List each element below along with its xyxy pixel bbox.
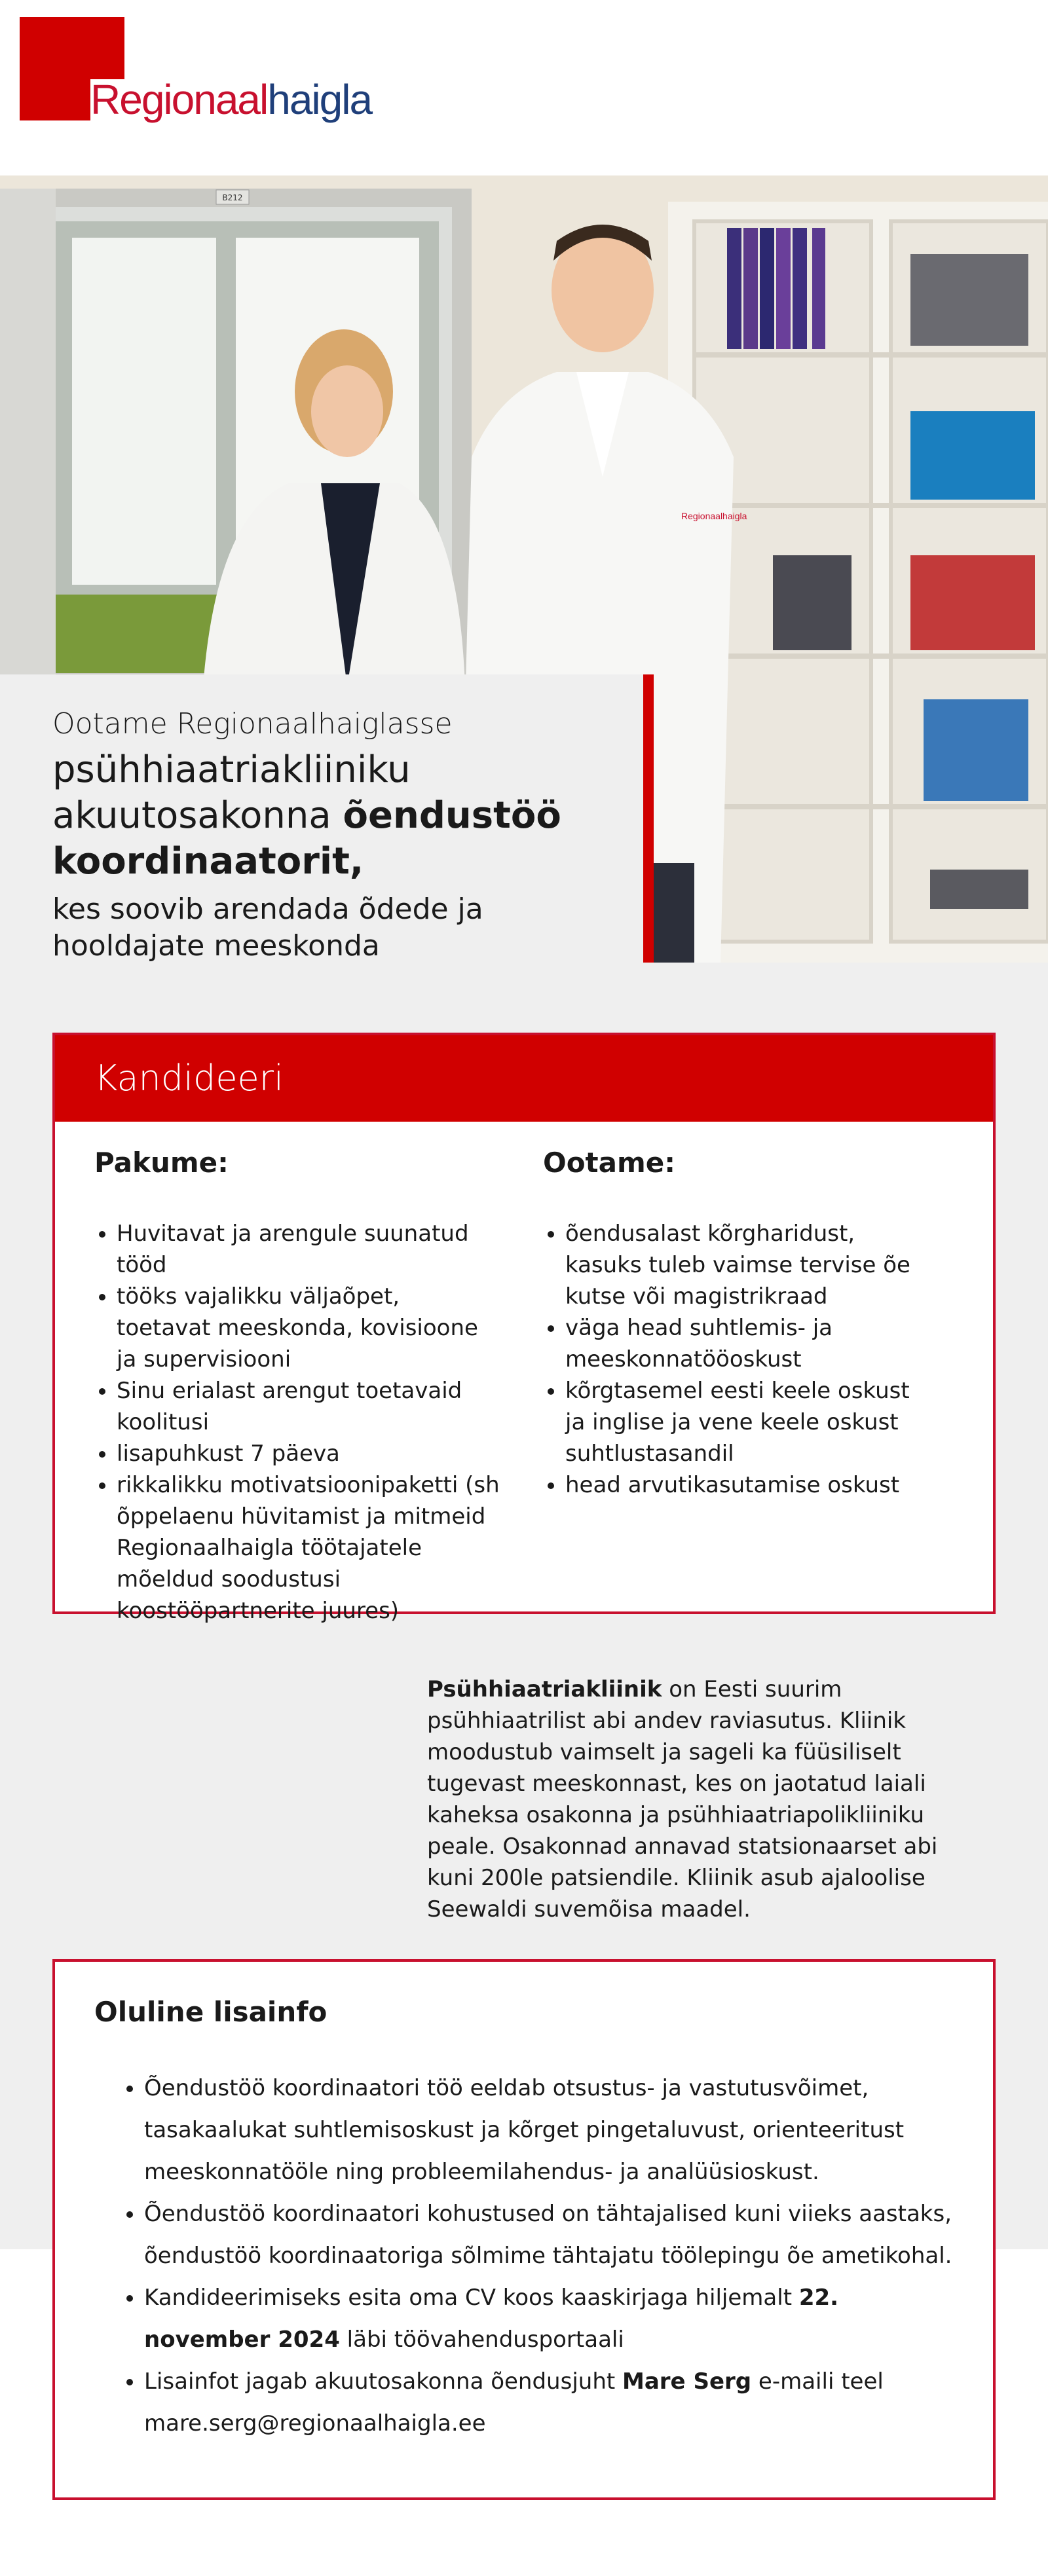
contact-text-post[interactable]: e-maili teel mare.serg@regionaalhaigla.ee — [144, 2368, 884, 2437]
clinic-description — [427, 1674, 984, 1925]
important-info-item: • Õendustöö koordinaatori töö eeldab otsustus- ja vastutusvõimet, tasakaalukat suhtlemisoskust ja kõrget pingetaluvust, orienteeritust meeskonnatööle ning probleemilahendus- ja analüüsioskust. — [144, 2067, 954, 2193]
job-title-line2: akuutosakonna — [52, 794, 343, 837]
important-info-item — [144, 2277, 954, 2361]
expect-item: • head arvutikasutamise oskust — [565, 1469, 936, 1501]
header — [0, 0, 1048, 175]
expect-list — [543, 1218, 936, 1501]
deadline-date: 22. november 2024 — [144, 2285, 839, 2353]
expect-column — [543, 1147, 936, 1501]
job-title-bold2: koordinaatorit, — [52, 840, 364, 883]
important-info-title: Oluline lisainfo — [94, 1996, 328, 2028]
intro-subtitle: kes soovib arendada õdede ja hooldajate meeskonda — [52, 892, 483, 963]
important-info-list — [94, 2067, 954, 2444]
contact-text-pre: Lisainfot jagab akuutosakonna õendusjuht — [144, 2368, 623, 2395]
deadline-text-pre: Kandideerimiseks esita oma CV koos kaaskirjaga hiljemalt — [144, 2285, 799, 2311]
offer-title: Pakume: — [94, 1147, 229, 1179]
clinic-name: Psühhiaatriakliinik — [427, 1676, 662, 1702]
offer-item: • tööks vajalikku väljaõpet, toetavat meeskonda, kovisioone ja supervisiooni — [117, 1281, 500, 1375]
job-title — [52, 747, 643, 885]
offer-item: • lisapuhkust 7 päeva — [117, 1438, 500, 1469]
offer-item: • Huvitavat ja arengule suunatud tööd — [117, 1218, 500, 1281]
logo-wordmark — [90, 76, 372, 123]
important-info-card — [52, 1959, 996, 2500]
door-sign: B212 — [222, 193, 243, 202]
apply-card — [52, 1033, 996, 1624]
job-title-line1: psühhiaatriakliiniku — [52, 748, 411, 791]
apply-button[interactable]: Kandideeri — [55, 1035, 993, 1122]
logo-wordmark-blue: haigla — [267, 76, 372, 123]
expect-item: • kõrgtasemel eesti keele oskust ja inglise ja vene keele oskust suhtlustasandil — [565, 1375, 936, 1469]
contact-name: Mare Serg — [622, 2368, 752, 2395]
clinic-description-text: on Eesti suurim psühhiaatrilist abi andev raviasutus. Kliinik moodustub vaimselt ja sageli ka füüsiliselt tugevast meeskonnast, kes on jaotatud laiali kaheksa osakonna ja psühhiaatriapolikliiniku peale. Osakonnad annavad statsionaarset abi kuni 200le patsiendile. Kliinik asub ajaloolise Seewaldi suvemõisa maadel. — [427, 1676, 938, 1923]
offer-column — [94, 1147, 500, 1627]
expect-item: • väga head suhtlemis- ja meeskonnatööoskust — [565, 1312, 936, 1375]
deadline-text-post: läbi töövahendusportaali — [339, 2327, 624, 2353]
important-info-item — [144, 2361, 954, 2444]
offer-list — [94, 1218, 500, 1627]
expect-title: Ootame: — [543, 1147, 676, 1179]
offer-item: • Sinu erialast arengut toetavaid koolitusi — [117, 1375, 500, 1438]
expect-item: • õendusalast kõrgharidust, kasuks tuleb vaimse tervise õe kutse või magistrikraad — [565, 1218, 936, 1312]
intro-accent-bar — [643, 674, 654, 963]
coat-logo: Regionaalhaigla — [681, 511, 747, 521]
job-title-bold1: õendustöö — [343, 794, 561, 837]
intro-lead: Ootame Regionaalhaiglasse — [52, 707, 453, 741]
intro-card — [0, 674, 643, 963]
offer-item: • rikkalikku motivatsioonipaketti (sh õppelaenu hüvitamist ja mitmeid Regionaalhaigla töötajatele mõeldud soodustusi koostööpartnerite juures) — [117, 1469, 500, 1627]
logo-wordmark-red: Regionaal — [90, 76, 268, 123]
important-info-item: • Õendustöö koordinaatori kohustused on tähtajalised kuni viieks aastaks, õendustöö koordinaatoriga sõlmime tähtajatu töölepingu õe ametikohal. — [144, 2193, 954, 2277]
